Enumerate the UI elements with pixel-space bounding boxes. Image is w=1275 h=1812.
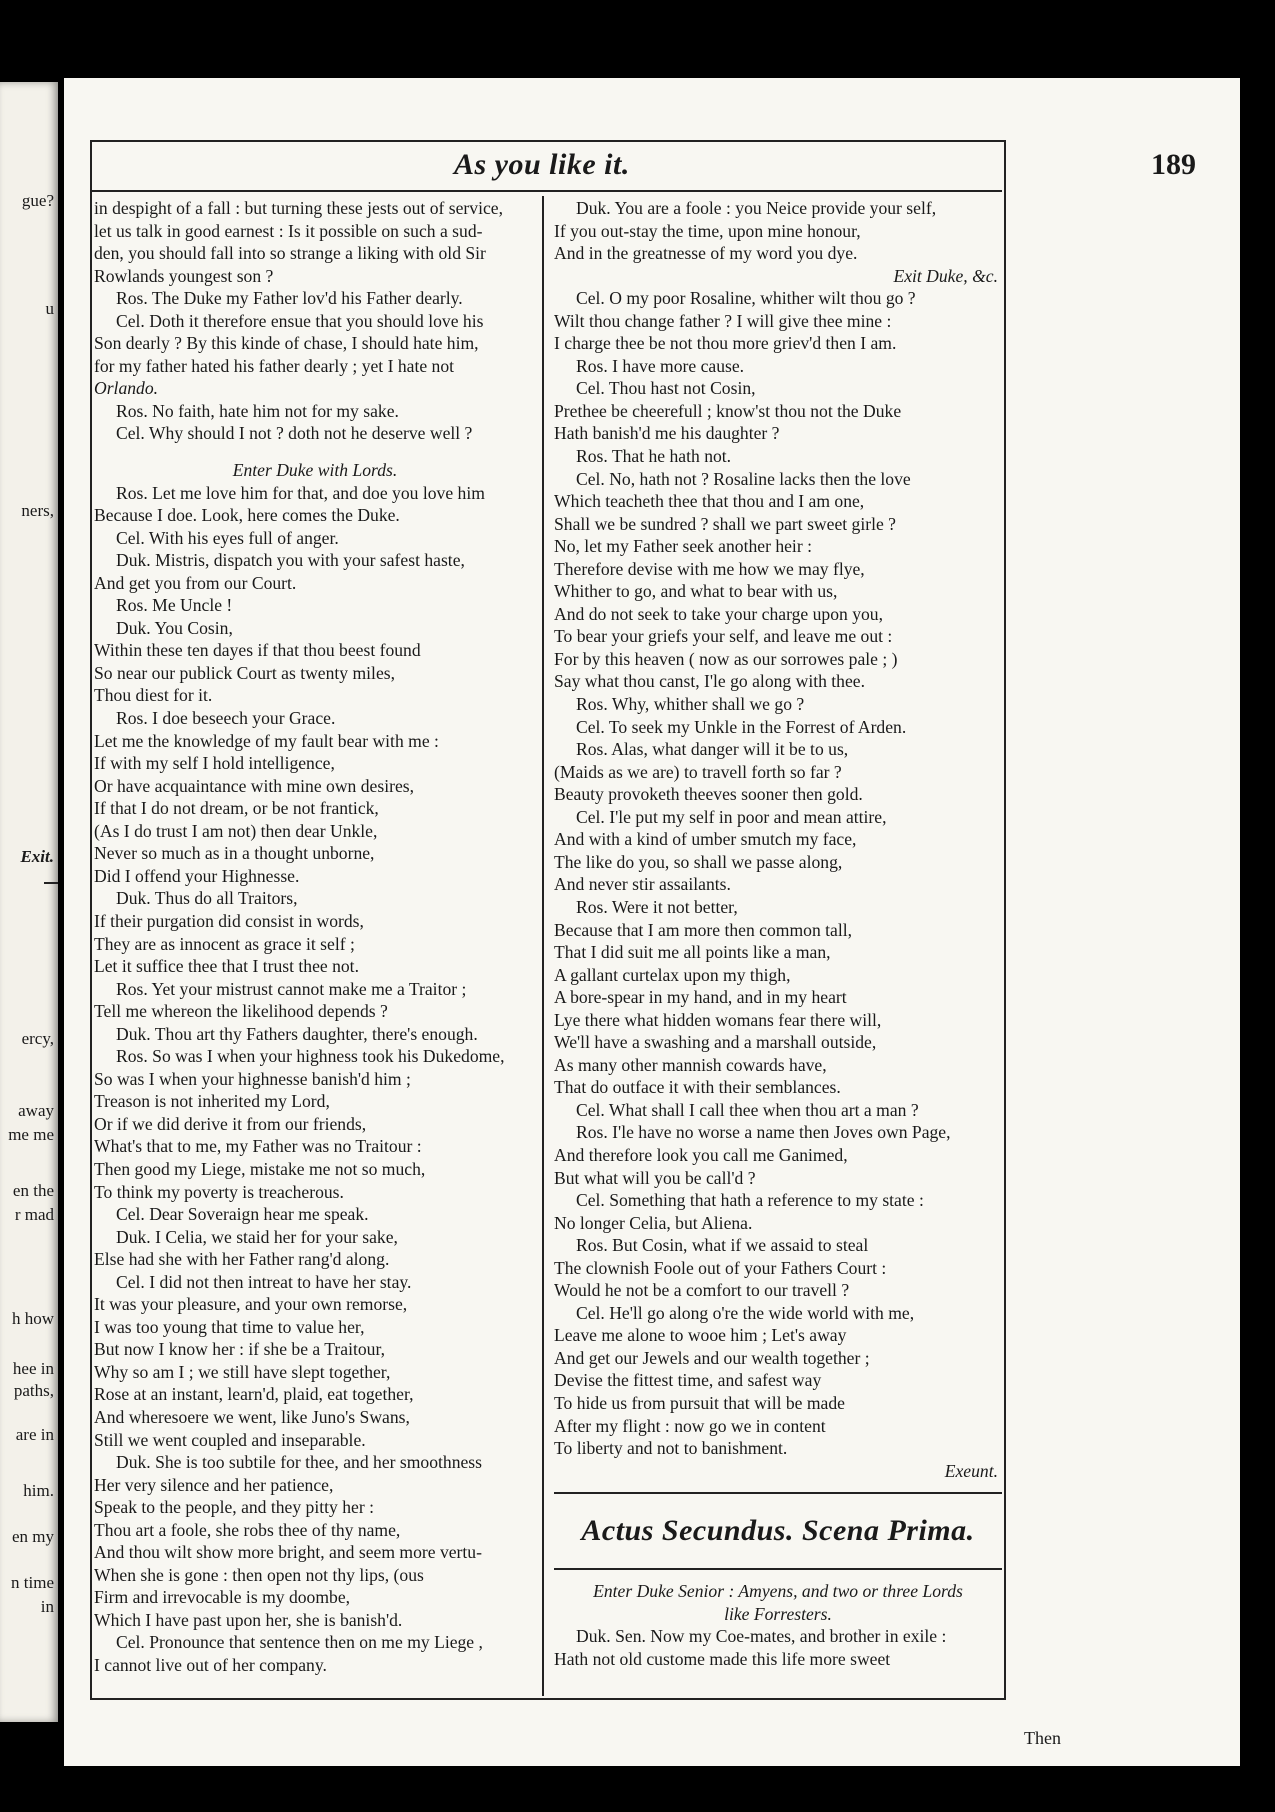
text-line: Whither to go, and what to bear with us, [554,581,838,602]
previous-page-fragment: h how [11,1309,54,1328]
text-line: Let it suffice thee that I trust thee not. [94,956,359,977]
text-line: Because I doe. Look, here comes the Duke. [94,505,400,526]
text-line: Hath banish'd me his daughter ? [554,423,780,444]
text-line: They are as innocent as grace it self ; [94,933,355,954]
text-line: Cel. Dear Soveraign hear me speak. [116,1204,369,1225]
previous-page-edge [0,82,58,1722]
text-line: in despight of a fall : but turning these jests out of service, [94,198,503,218]
text-line: Treason is not inherited my Lord, [94,1091,330,1112]
text-line: Beauty provoketh theeves sooner then gold. [554,784,863,805]
text-line: Therefore devise with me how we may flye, [554,558,865,579]
text-line: And therefore look you call me Ganimed, [554,1144,848,1165]
previous-page-fragment: n time [11,1573,54,1592]
catchword: Then [1024,1728,1061,1748]
text-line: And never stir assailants. [554,874,731,895]
text-line: Leave me alone to wooe him ; Let's away [554,1325,847,1346]
text-line: Cel. Something that hath a reference to my state : [576,1190,924,1211]
text-line [94,445,536,459]
text-line: Cel. No, hath not ? Rosaline lacks then the love [576,468,911,489]
text-line: Let me the knowledge of my fault bear with me : [94,730,439,751]
text-line: But what will you be call'd ? [554,1167,756,1188]
previous-page-fragment: en my [11,1527,54,1546]
text-line: Ros. Let me love him for that, and doe you love him [116,482,485,503]
text-line: Shall we be sundred ? shall we part sweet girle ? [554,513,896,534]
text-line: I cannot live out of her company. [94,1655,327,1675]
text-line: If you out-stay the time, upon mine honour, [554,220,861,241]
text-line: Her very silence and her patience, [94,1474,334,1495]
text-line: Duk. Mistris, dispatch you with your safest haste, [116,550,465,571]
text-line: Cel. To seek my Unkle in the Forrest of Arden. [576,716,907,737]
text-line: For by this heaven ( now as our sorrowes pale ; ) [554,648,898,669]
text-line: As many other mannish cowards have, [554,1054,827,1075]
column-divider [542,196,544,1696]
text-line: den, you should fall into so strange a liking with old Sir [94,243,486,264]
text-line: The like do you, so shall we passe along, [554,851,843,872]
text-line: Would he not be a comfort to our travell ? [554,1280,850,1301]
text-line: Duk. You Cosin, [116,617,233,638]
book-page [64,78,1240,1766]
text-line: Duk. Thou art thy Fathers daughter, there's enough. [116,1023,478,1044]
text-line: Ros. Me Uncle ! [116,595,233,616]
right-column [554,197,1002,1670]
text-line: Or have acquaintance with mine own desires, [94,775,414,796]
text-line: And in the greatnesse of my word you dye. [554,243,858,264]
text-line: Rose at an instant, learn'd, plaid, eat together, [94,1384,414,1405]
text-line: The clownish Foole out of your Fathers Court : [554,1257,887,1278]
text-line: Thou diest for it. [94,685,213,706]
text-line: (Maids as we are) to travell forth so far ? [554,761,842,782]
text-line: So was I when your highnesse banish'd him ; [94,1068,411,1089]
text-line: That do outface it with their semblances. [554,1077,841,1098]
text-line: Duk. She is too subtile for thee, and her smoothness [116,1452,482,1473]
text-line: Ros. Yet your mistrust cannot make me a Traitor ; [116,978,467,999]
text-line: We'll have a swashing and a marshall outside, [554,1032,877,1053]
text-line: I was too young that time to value her, [94,1316,365,1337]
text-line: And thou wilt show more bright, and seem more vertu- [94,1542,482,1563]
text-line: Hath not old custome made this life more sweet [554,1648,891,1669]
text-line: A gallant curtelax upon my thigh, [554,964,791,985]
text-line: Because that I am more then common tall, [554,919,853,940]
text-line: let us talk in good earnest : Is it possible on such a sud- [94,220,483,241]
previous-page-fragment: gue? [21,191,54,210]
text-line: And wheresoere we went, like Juno's Swans, [94,1406,410,1427]
text-line: Speak to the people, and they pitty her : [94,1497,374,1518]
previous-page-fragment: ercy, [21,1029,54,1048]
stage-direction: Enter Duke with Lords. [232,460,398,481]
text-line: Rowlands youngest son ? [94,265,274,286]
text-line: Ros. Why, whither shall we go ? [576,694,805,715]
text-line: A bore-spear in my hand, and in my heart [554,987,847,1008]
stage-direction: Exit Duke, &c. [893,265,998,286]
text-line: It was your pleasure, and your own remorse, [94,1294,408,1315]
text-line: To hide us from pursuit that will be made [554,1392,845,1413]
text-line: Still we went coupled and inseparable. [94,1429,366,1450]
previous-page-fragment: en the [12,1181,54,1200]
text-line: What's that to me, my Father was no Traitour : [94,1136,422,1157]
previous-page-fragment: him. [23,1481,54,1500]
text-line: To liberty and not to banishment. [554,1438,788,1459]
previous-page-fragment: in [40,1597,54,1616]
text-line: If that I do not dream, or be not frantick, [94,798,379,819]
text-line: And get our Jewels and our wealth together ; [554,1347,870,1368]
text-line: And with a kind of umber smutch my face, [554,829,857,850]
text-line: Cel. What shall I call thee when thou art a man ? [576,1099,919,1120]
left-column [94,197,536,1677]
text-line: If with my self I hold intelligence, [94,753,335,774]
text-line: Tell me whereon the likelihood depends ? [94,1001,388,1022]
text-line: for my father hated his father dearly ; yet I hate not [94,355,455,376]
text-line: Which I have past upon her, she is banish'd. [94,1609,403,1630]
text-line: Cel. With his eyes full of anger. [116,527,339,548]
text-line: To bear your griefs your self, and leave me out : [554,626,893,647]
text-line: After my flight : now go we in content [554,1415,826,1436]
text-line: When she is gone : then open not thy lips, (ous [94,1564,424,1585]
text-line: So near our publick Court as twenty miles, [94,662,396,683]
text-line: To think my poverty is treacherous. [94,1181,344,1202]
text-line: Say what thou canst, I'le go along with thee. [554,671,865,692]
text-line: Duk. Thus do all Traitors, [116,888,298,909]
text-line: (As I do trust I am not) then dear Unkle, [94,820,378,841]
stage-direction: like Forresters. [724,1603,832,1624]
text-line: But now I know her : if she be a Traitour, [94,1339,386,1360]
text-line: Wilt thou change father ? I will give thee mine : [554,310,892,331]
act-heading: Actus Secundus. Scena Prima. [554,1492,1002,1570]
text-line: Cel. He'll go along o're the wide world with me, [576,1302,915,1323]
text-line: Within these ten dayes if that thou beest found [94,640,421,661]
previous-page-fragment: r mad [14,1205,54,1224]
page-number: 189 [1151,148,1196,181]
text-line: Duk. You are a foole : you Neice provide your self, [576,198,937,218]
text-line: No longer Celia, but Aliena. [554,1212,753,1233]
stage-direction: Exeunt. [944,1460,998,1481]
text-line: Cel. Pronounce that sentence then on me my Liege , [116,1632,483,1653]
text-line: Else had she with her Father rang'd along. [94,1249,390,1270]
text-line: Ros. I doe beseech your Grace. [116,708,336,729]
text-line: Cel. I did not then intreat to have her stay. [116,1271,412,1292]
text-line: Cel. Why should I not ? doth not he deserve well ? [116,423,473,444]
text-line: If their purgation did consist in words, [94,910,364,931]
text-line: And get you from our Court. [94,572,297,593]
text-line: Cel. Doth it therefore ensue that you should love his [116,310,484,331]
text-line: Then good my Liege, mistake me not so much, [94,1158,426,1179]
text-line: I charge thee be not thou more griev'd then I am. [554,333,897,354]
stage-direction: Enter Duke Senior : Amyens, and two or three Lords [593,1581,963,1602]
text-line: Prethee be cheerefull ; know'st thou not the Duke [554,400,902,421]
previous-page-fragment: are in [15,1425,54,1444]
text-line: Ros. So was I when your highness took his Dukedome, [116,1046,505,1067]
previous-page-fragment: Exit. [20,847,54,866]
previous-page-fragment: away [18,1101,54,1120]
previous-page-fragment: ners, [21,501,54,520]
text-line: Ros. I'le have no worse a name then Joves own Page, [576,1122,951,1143]
text-line: That I did suit me all points like a man, [554,942,831,963]
text-line: Son dearly ? By this kinde of chase, I should hate him, [94,333,479,354]
text-line: Devise the fittest time, and safest way [554,1370,822,1391]
previous-page-fragment: hee in [12,1359,54,1378]
text-line: Duk. Sen. Now my Coe-mates, and brother in exile : [576,1626,947,1647]
previous-page-fragment: paths, [13,1381,54,1400]
text-line: Cel. O my poor Rosaline, whither wilt thou go ? [576,288,916,309]
text-line: Never so much as in a thought unborne, [94,843,375,864]
previous-page-fragment: u [45,299,54,318]
text-line: Ros. That he hath not. [576,446,732,467]
text-line: And do not seek to take your charge upon you, [554,603,883,624]
text-line: Ros. Alas, what danger will it be to us, [576,739,849,760]
text-line: Did I offend your Highnesse. [94,865,300,886]
text-line: Why so am I ; we still have slept together, [94,1361,391,1382]
previous-page-fragment: me me [8,1125,54,1144]
text-line: Ros. I have more cause. [576,355,745,376]
text-line: Lye there what hidden womans fear there will, [554,1009,882,1030]
text-line: Cel. I'le put my self in poor and mean attire, [576,806,887,827]
text-line: Thou art a foole, she robs thee of thy name, [94,1519,401,1540]
text-line: Ros. No faith, hate him not for my sake. [116,400,399,421]
text-line: Cel. Thou hast not Cosin, [576,378,756,399]
text-line: Ros. The Duke my Father lov'd his Father dearly. [116,288,463,309]
text-line: Or if we did derive it from our friends, [94,1113,367,1134]
previous-page-rule [44,882,58,884]
running-title: As you like it. [454,148,630,181]
text-line: No, let my Father seek another heir : [554,536,812,557]
text-line: Firm and irrevocable is my doombe, [94,1587,351,1608]
text-line: Ros. Were it not better, [576,896,738,917]
text-line: Duk. I Celia, we staid her for your sake, [116,1226,398,1247]
text-line: Ros. But Cosin, what if we assaid to steal [576,1235,869,1256]
stage-direction: Orlando. [94,378,159,399]
text-line: Which teacheth thee that thou and I am one, [554,491,865,512]
